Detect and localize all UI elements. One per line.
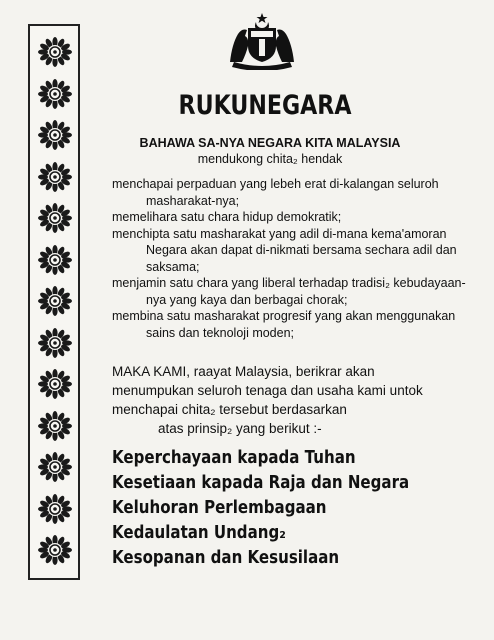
subtitle: BAHAWA SA-NYA NEGARA KITA MALAYSIA xyxy=(139,136,401,150)
floral-rosette-icon xyxy=(33,117,77,153)
aim-item: menchapai perpaduan yang lebeh erat di-kalangan seluroh masharakat-nya; xyxy=(112,177,439,208)
resolution-paragraph xyxy=(112,362,432,438)
aim-item: menjamin satu chara yang liberal terhadap tradisi₂ kebudayaan-nya yang kaya dan berbagai chorak; xyxy=(112,276,466,307)
floral-rosette-icon xyxy=(33,325,77,361)
aim-item: memelihara satu chara hidup demokratik; xyxy=(112,210,342,224)
principle-item: Keperchayaan kapada Tuhan xyxy=(112,448,356,468)
resolution-lead: MAKA KAMI, xyxy=(112,364,191,379)
floral-rosette-icon xyxy=(33,200,77,236)
principle-item: Kesopanan dan Kesusilaan xyxy=(112,548,340,568)
principle-item: Keluhoran Perlembagaan xyxy=(112,498,327,518)
floral-rosette-icon xyxy=(33,532,77,568)
resolution-last-line: atas prinsip₂ yang berikut :- xyxy=(158,421,322,436)
floral-rosette-icon xyxy=(33,76,77,112)
aim-item: membina satu masharakat progresif yang akan menggunakan sains dan teknoloji moden; xyxy=(112,309,456,340)
decorative-border xyxy=(28,24,80,580)
resolution-body: raayat Malaysia, berikrar akan menumpukan seluroh tenaga dan usaha kami untok menchapai chita₂ tersebut berdasarkan xyxy=(112,364,423,417)
floral-rosette-icon xyxy=(33,408,77,444)
floral-rosette-icon xyxy=(33,34,77,70)
floral-rosette-icon xyxy=(33,366,77,402)
aims-list xyxy=(112,176,482,341)
intro-line: mendukong chita₂ hendak xyxy=(197,152,343,166)
floral-rosette-icon xyxy=(33,449,77,485)
principles-list xyxy=(112,446,462,571)
floral-rosette-icon xyxy=(33,242,77,278)
floral-rosette-icon xyxy=(33,159,77,195)
floral-rosette-icon xyxy=(33,283,77,319)
aim-item: menchipta satu masharakat yang adil di-mana kema'amoran Negara akan dapat di-nikmati bersama sechara adil dan saksama; xyxy=(112,226,457,274)
coat-of-arms-icon xyxy=(226,12,298,70)
page-title: RUKUNEGARA xyxy=(178,90,352,121)
floral-rosette-icon xyxy=(33,491,77,527)
principle-item: Kedaulatan Undang₂ xyxy=(112,523,286,543)
principle-item: Kesetiaan kapada Raja dan Negara xyxy=(112,473,410,493)
